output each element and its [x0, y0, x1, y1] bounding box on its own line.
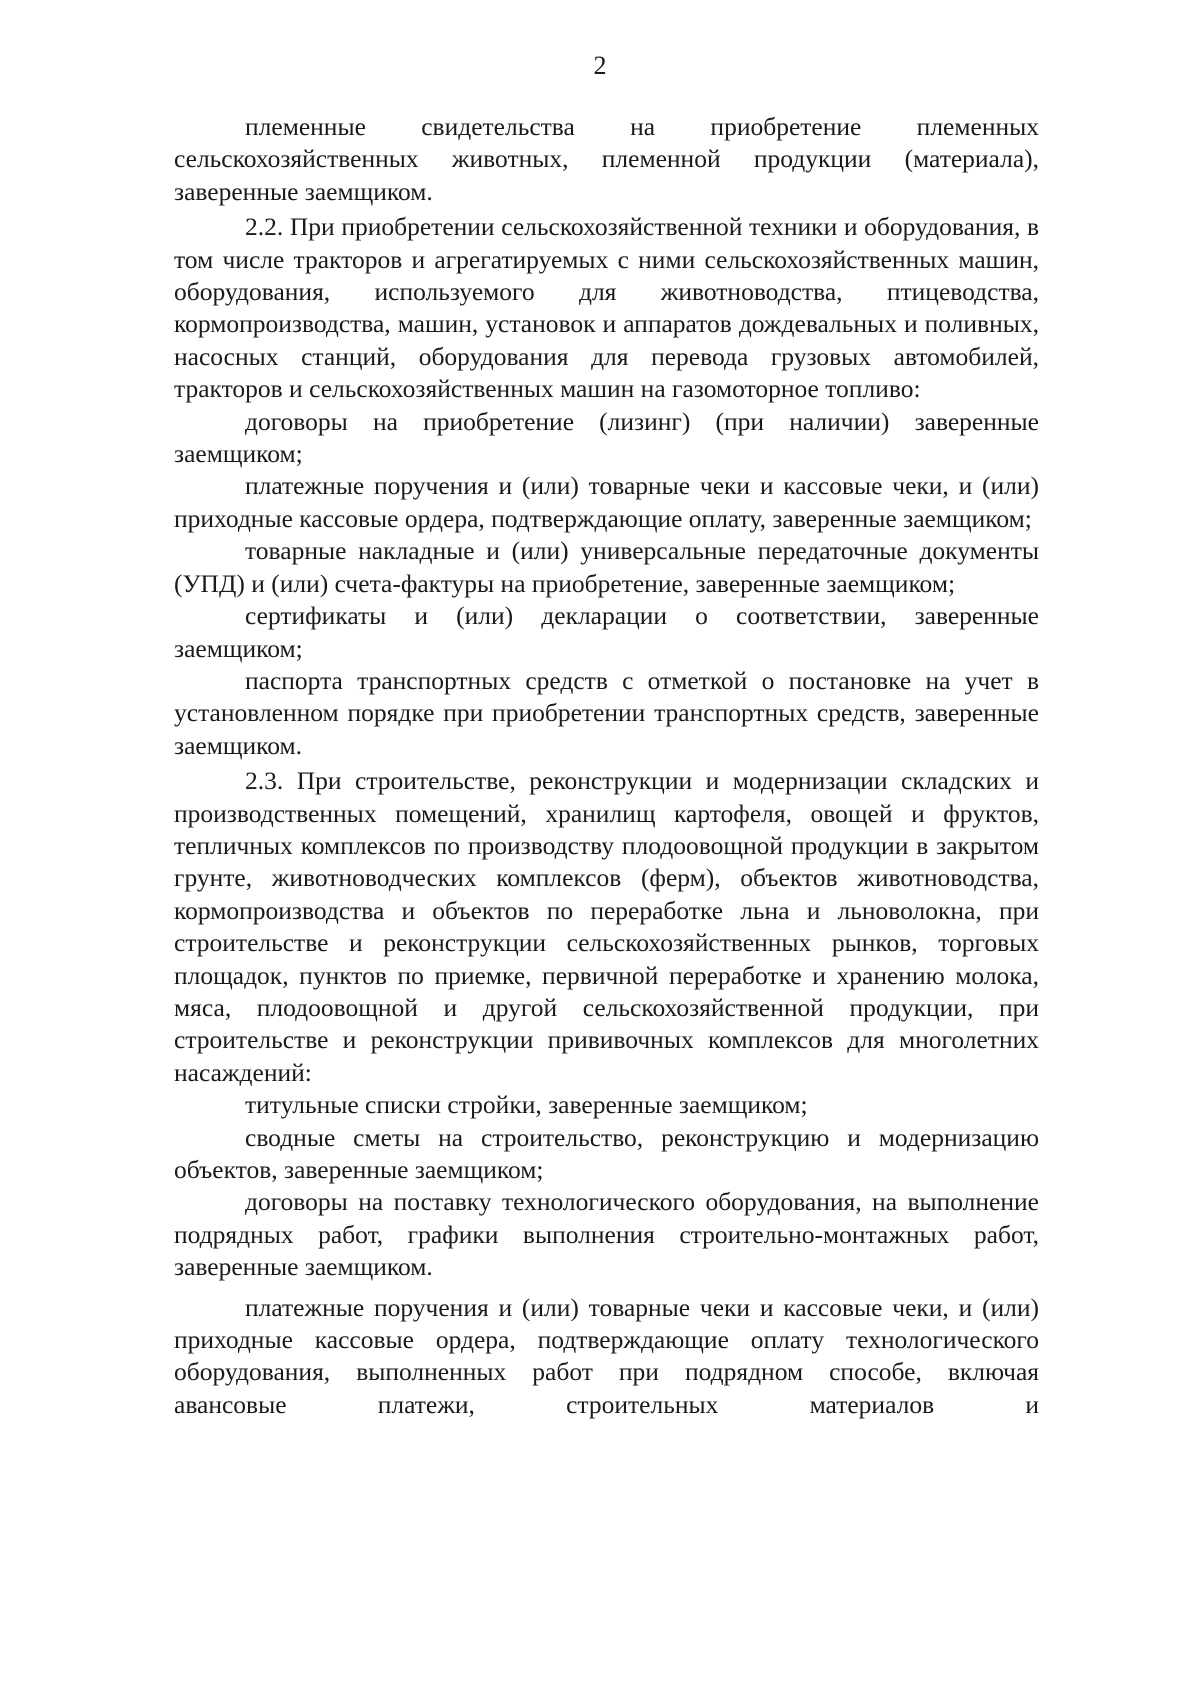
paragraph: титульные списки стройки, заверенные заемщиком;	[245, 1090, 808, 1120]
paragraph: договоры на поставку технологического оборудования, на выполнение подрядных работ, графики выполнения строительно-монтажных работ, заверенные заемщиком.	[174, 1187, 1039, 1282]
paragraph: договоры на приобретение (лизинг) (при наличии) заверенные заемщиком;	[174, 406, 1039, 469]
paragraph: платежные поручения и (или) товарные чеки и кассовые чеки, и (или) приходные кассовые ордера, подтверждающие оплату, заверенные заемщиком;	[174, 471, 1039, 533]
document-body	[174, 111, 1039, 1421]
paragraph-section-2-3: 2.3. При строительстве, реконструкции и модернизации складских и производственных помещений, хранилищ картофеля, овощей и фруктов, тепличных комплексов по производству плодоовощной продукции в закрытом грунте, животноводческих комплексов (ферм), объектов животноводства, кормопроизводства и объектов по переработке льна и льноволокна, при строительстве и реконструкции сельскохозяйственных рынков, торговых площадок, пунктов по приемке, первичной переработке и хранению молока, мяса, плодоовощной и другой сельскохозяйственной продукции, при строительстве и реконструкции прививочных комплексов для многолетних насаждений:	[174, 766, 1039, 1087]
paragraph: племенные свидетельства на приобретение племенных сельскохозяйственных животных, племенной продукции (материала), заверенные заемщиком.	[174, 112, 1039, 206]
paragraph: платежные поручения и (или) товарные чеки и кассовые чеки, и (или) приходные кассовые ордера, подтверждающие оплату технологического оборудования, выполненных работ при подрядном способе, включая авансовые платежи, строительных материалов и	[174, 1292, 1039, 1419]
paragraph-section-2-2: 2.2. При приобретении сельскохозяйственной техники и оборудования, в том числе тракторов и агрегатируемых с ними сельскохозяйственных машин, оборудования, используемого для животноводства, птицеводства, кормопроизводства, машин, установок и аппаратов дождевальных и поливных, насосных станций, оборудования для перевода грузовых автомобилей, тракторов и сельскохозяйственных машин на газомоторное топливо:	[174, 212, 1039, 404]
paragraph: сводные сметы на строительство, реконструкцию и модернизацию объектов, заверенные заемщиком;	[174, 1122, 1039, 1184]
paragraph: товарные накладные и (или) универсальные передаточные документы (УПД) и (или) счета-фактуры на приобретение, заверенные заемщиком;	[174, 536, 1039, 598]
paragraph: паспорта транспортных средств с отметкой о постановке на учет в установленном порядке при приобретении транспортных средств, заверенные заемщиком.	[174, 665, 1039, 760]
page-number: 2	[593, 51, 607, 80]
paragraph: сертификаты и (или) декларации о соответствии, заверенные заемщиком;	[174, 601, 1039, 663]
